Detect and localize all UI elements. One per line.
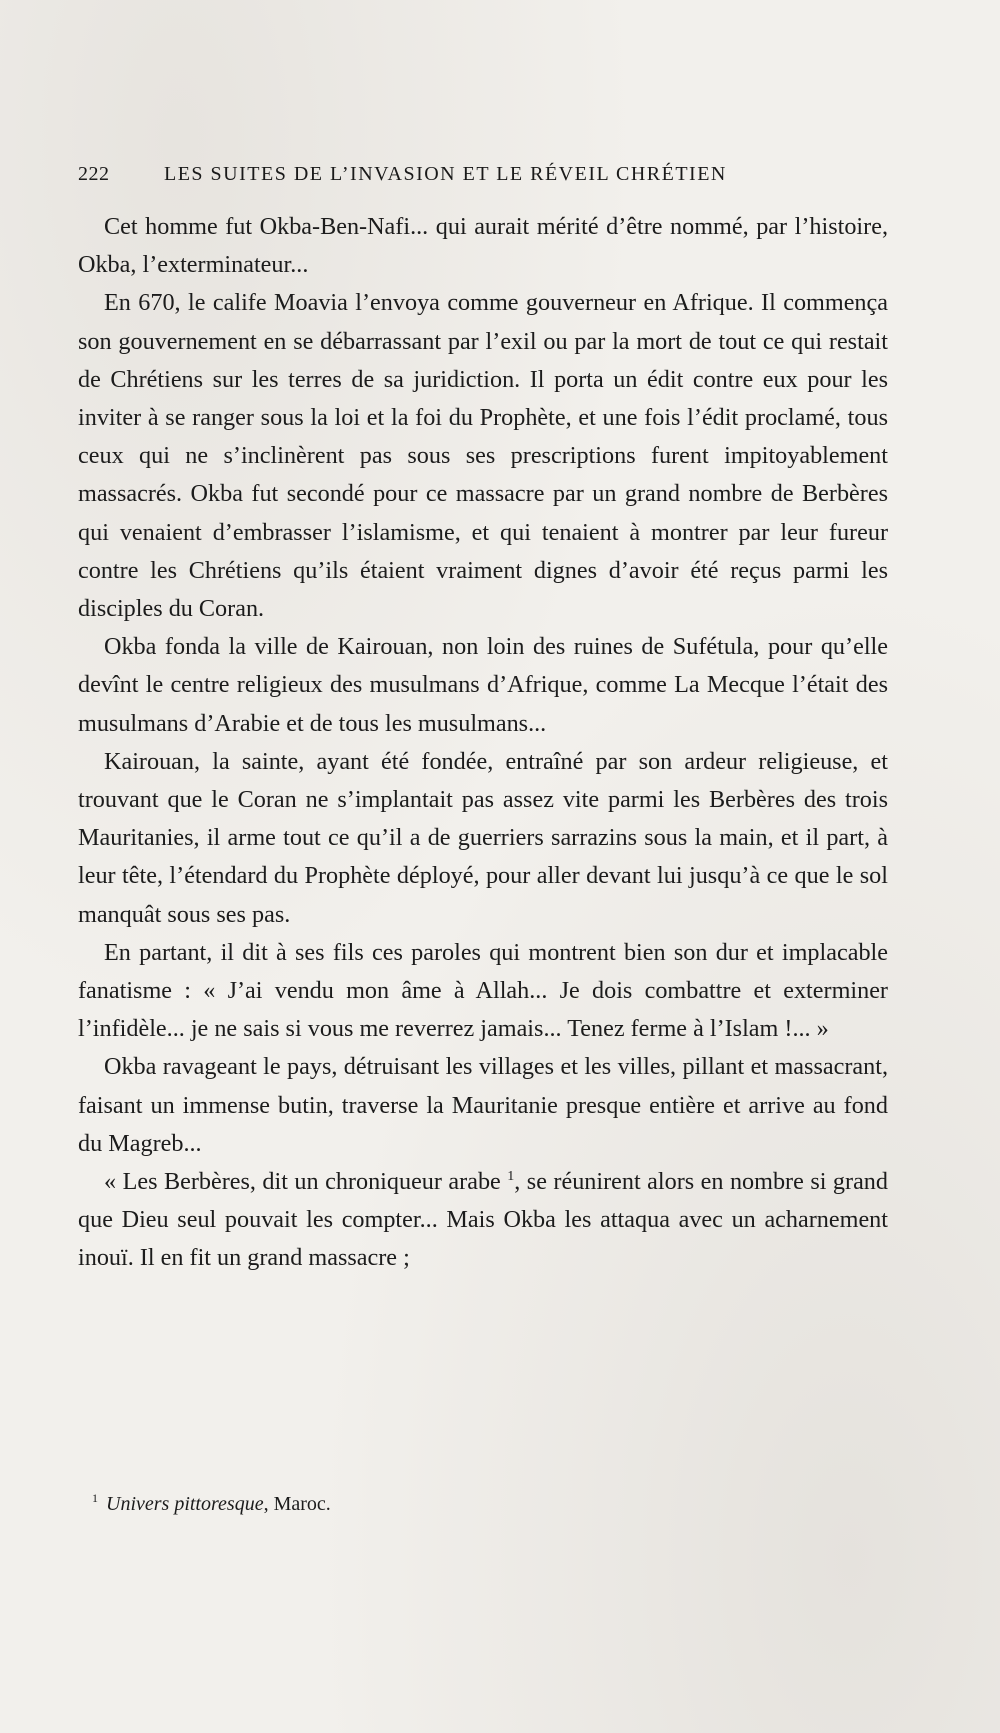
paragraph-1: Cet homme fut Okba-Ben-Nafi... qui aurait mérité d’être nommé, par l’histoire, Okba, l’exterminateur... <box>78 213 888 279</box>
paragraph-7-text-end: , se réunirent alors en nombre si grand que Dieu seul pouvait les compter... Mais Okba les attaqua avec un acharnement inouï. Il en fit un grand massacre ; <box>78 1168 888 1272</box>
footnote-source-rest: , Maroc. <box>263 1493 331 1515</box>
paragraph-7-text-start: « Les Berbères, dit un chroniqueur arabe <box>104 1168 508 1196</box>
page-number: 222 <box>78 163 110 185</box>
running-head: LES SUITES DE L’INVASION ET LE RÉVEIL CHRÉTIEN <box>164 163 727 185</box>
footnote-source-title: Univers pittoresque <box>106 1493 264 1515</box>
footnote <box>92 1490 872 1518</box>
footnote-mark: 1 <box>92 1491 98 1506</box>
paragraph-3: Okba fonda la ville de Kairouan, non loin des ruines de Sufétula, pour qu’elle devînt le centre religieux des musulmans d’Afrique, comme La Mecque l’était des musulmans d’Arabie et de tous les musulmans... <box>78 633 888 737</box>
body-text <box>78 208 888 1278</box>
paragraph-7 <box>78 1163 888 1278</box>
paragraph-2: En 670, le calife Moavia l’envoya comme gouverneur en Afrique. Il commença son gouvernement en se débarrassant par l’exil ou par la mort de tout ce qui restait de Chrétiens sur les terres de sa juridiction. Il porta un édit contre eux pour les inviter à se ranger sous la loi et la foi du Prophète, et une fois l’édit proclamé, tous ceux qui ne s’inclinèrent pas sous ses prescriptions furent impitoyablement massacrés. Okba fut secondé pour ce massacre par un grand nombre de Berbères qui venaient d’embrasser l’islamisme, et qui tenaient à montrer par leur fureur contre les Chrétiens qu’ils étaient vraiment dignes d’avoir été reçus parmi les disciples du Coran. <box>78 289 888 623</box>
footnote-reference[interactable]: 1 <box>507 1169 515 1185</box>
paragraph-5: En partant, il dit à ses fils ces paroles qui montrent bien son dur et implacable fanatisme : « J’ai vendu mon âme à Allah... Je dois combattre et exterminer l’infidèle... je ne sais si vous me reverrez jamais... Tenez ferme à l’Islam !... » <box>78 938 888 1043</box>
paragraph-6: Okba ravageant le pays, détruisant les villages et les villes, pillant et massacrant, faisant un immense butin, traverse la Mauritanie presque entière et arrive au fond du Magreb... <box>78 1053 888 1157</box>
page-header <box>78 163 886 193</box>
paragraph-4: Kairouan, la sainte, ayant été fondée, entraîné par son ardeur religieuse, et trouvant que le Coran ne s’implantait pas assez vite parmi les Berbères des trois Mauritanies, il arme tout ce qu’il a de guerriers sarrazins sous la main, et il part, à leur tête, l’étendard du Prophète déployé, pour aller devant lui jusqu’à ce que le sol manquât sous ses pas. <box>78 747 888 928</box>
